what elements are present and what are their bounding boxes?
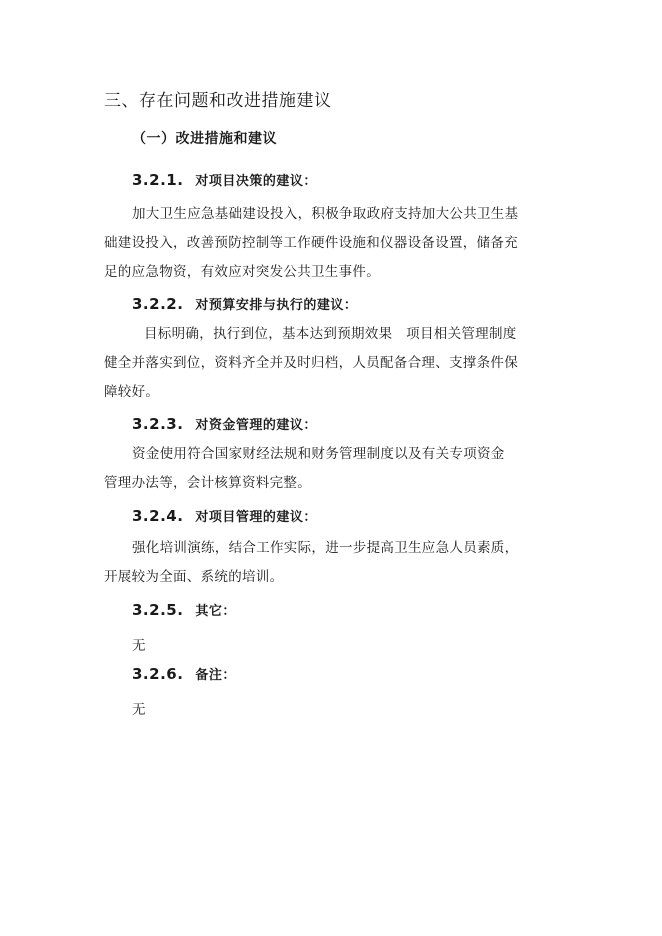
section-title-3-2-6 (132, 664, 236, 683)
paragraph-3-2-6: 无 (132, 702, 146, 718)
section-label: 其它： (195, 604, 236, 619)
section-label: 对项目决策的建议： (195, 174, 317, 189)
paragraph-line: 管理办法等，会计核算资料完整。 (104, 475, 311, 491)
section-title-3-2-3 (132, 414, 317, 433)
subsection-heading: （一）改进措施和建议 (132, 131, 277, 147)
paragraph-line: 础建设投入，改善预防控制等工作硬件设施和仪器设备设置，储备充 (104, 235, 518, 251)
section-heading: 三、存在问题和改进措施建议 (104, 91, 332, 111)
paragraph-3-2-1 (104, 200, 562, 287)
section-number: 3.2.3. (132, 415, 184, 433)
section-label: 备注： (195, 668, 236, 683)
paragraph-3-2-3 (104, 440, 562, 498)
section-title-3-2-1 (132, 170, 317, 189)
paragraph-line: 加大卫生应急基础建设投入，积极争取政府支持加大公共卫生基 (132, 206, 519, 222)
paragraph-line: 资金使用符合国家财经法规和财务管理制度以及有关专项资金 (132, 446, 505, 462)
paragraph-line: 足的应急物资，有效应对突发公共卫生事件。 (104, 264, 380, 280)
section-number: 3.2.1. (132, 171, 184, 189)
paragraph-line: 障较好。 (104, 384, 160, 400)
paragraph-line: 健全并落实到位，资料齐全并及时归档，人员配备合理、支撑条件保 (104, 355, 518, 371)
section-number: 3.2.5. (132, 601, 184, 619)
section-number: 3.2.2. (132, 295, 184, 313)
section-number: 3.2.6. (132, 665, 184, 683)
paragraph-line: 目标明确，执行到位，基本达到预期效果 项目相关管理制度 (144, 326, 517, 342)
section-title-3-2-2 (132, 294, 357, 313)
section-title-3-2-4 (132, 506, 317, 525)
paragraph-line: 开展较为全面、系统的培训。 (104, 569, 284, 585)
paragraph-3-2-4 (104, 534, 562, 592)
section-label: 对资金管理的建议： (195, 418, 317, 433)
paragraph-line: 强化培训演练，结合工作实际，进一步提高卫生应急人员素质， (132, 540, 519, 556)
section-label: 对预算安排与执行的建议： (195, 298, 358, 313)
paragraph-3-2-5: 无 (132, 638, 146, 654)
paragraph-3-2-2 (104, 320, 562, 407)
section-label: 对项目管理的建议： (195, 510, 317, 525)
section-number: 3.2.4. (132, 507, 184, 525)
section-title-3-2-5 (132, 600, 236, 619)
